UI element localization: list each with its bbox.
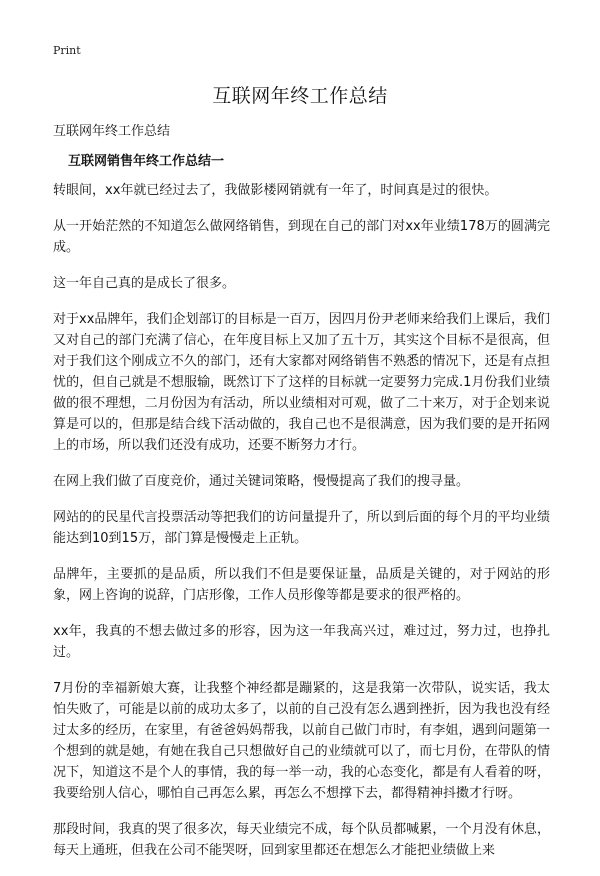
paragraph: 转眼间，xx年就已经过去了，我做影楼网销就有一年了，时间真是过的很快。 — [53, 183, 498, 198]
paragraph: 对于xx品牌年，我们企划部订的目标是一百万，因四月份尹老师来给我们上课后，我们又对自己的部门充满了信心，在年度目标上又加了五十万，其实这个目标不是很高，但对于我们这个刚成立不久的部门，还有大家都对网络销售不熟悉的情况下，还是有点担忧的，但自己就是不想服输，既然订下了这样的目标就一定要努力完成.1月份我们业绩做的很不理想，二月份因为有活动，所以业绩相对可观，做了二十来万，对于企划来说算是可以的，但那是结合线下活动做的，我自己也不是很满意，因为我们要的是开拓网上的市场，所以我们还没有成功，还要不断努力才行。 — [53, 312, 550, 453]
document-subtitle: 互联网年终工作总结 — [53, 124, 171, 139]
paragraph: 在网上我们做了百度竞价，通过关键词策略，慢慢提高了我们的搜寻量。 — [53, 474, 470, 489]
paragraph: 7月份的幸福新娘大赛，让我整个神经都是蹦紧的，这是我第一次带队，说实话，我太怕失败了，可能是以前的成功太多了，以前的自己没有怎么遇到挫折，因为我也没有经过太多的经历，在家里，有爸爸妈妈帮我，以前自己做门市时，有李姐，遇到问题第一个想到的就是她，有她在我自己只想做好自己的业绩就可以了，而七月份，在带队的情况下，知道这不是个人的事情，我的每一举一动，我的心态变化，都是有人看着的呀，我要给别人信心，哪怕自己再怎么累，再怎么不想撑下去，都得精神抖擞才行呀。 — [53, 681, 550, 801]
paragraph: xx年，我真的不想去做过多的形容，因为这一年我高兴过，难过过，努力过，也挣扎过。 — [53, 624, 550, 660]
paragraph: 那段时间，我真的哭了很多次，每天业绩完不成，每个队员都喊累，一个月没有休息，每天上通班，但我在公司不能哭呀，回到家里都还在想怎么才能把业绩做上来 — [53, 822, 550, 858]
document-title: 互联网年终工作总结 — [212, 85, 388, 107]
paragraph: 网站的的民星代言投票活动等把我们的访问量提升了，所以到后面的每个月的平均业绩能达到10到15万，部门算是慢慢走上正轨。 — [53, 510, 550, 546]
document-body — [53, 180, 550, 876]
print-link[interactable]: Print — [53, 44, 81, 57]
section-heading: 互联网销售年终工作总结一 — [68, 154, 225, 169]
paragraph: 这一年自己真的是成长了很多。 — [53, 276, 236, 291]
paragraph: 品牌年，主要抓的是品质，所以我们不但是要保证量，品质是关键的，对于网站的形象，网上咨询的说辞，门店形像，工作人员形像等都是要求的很严格的。 — [53, 567, 550, 603]
paragraph: 从一开始茫然的不知道怎么做网络销售，到现在自己的部门对xx年业绩178万的圆满完成。 — [53, 219, 550, 255]
